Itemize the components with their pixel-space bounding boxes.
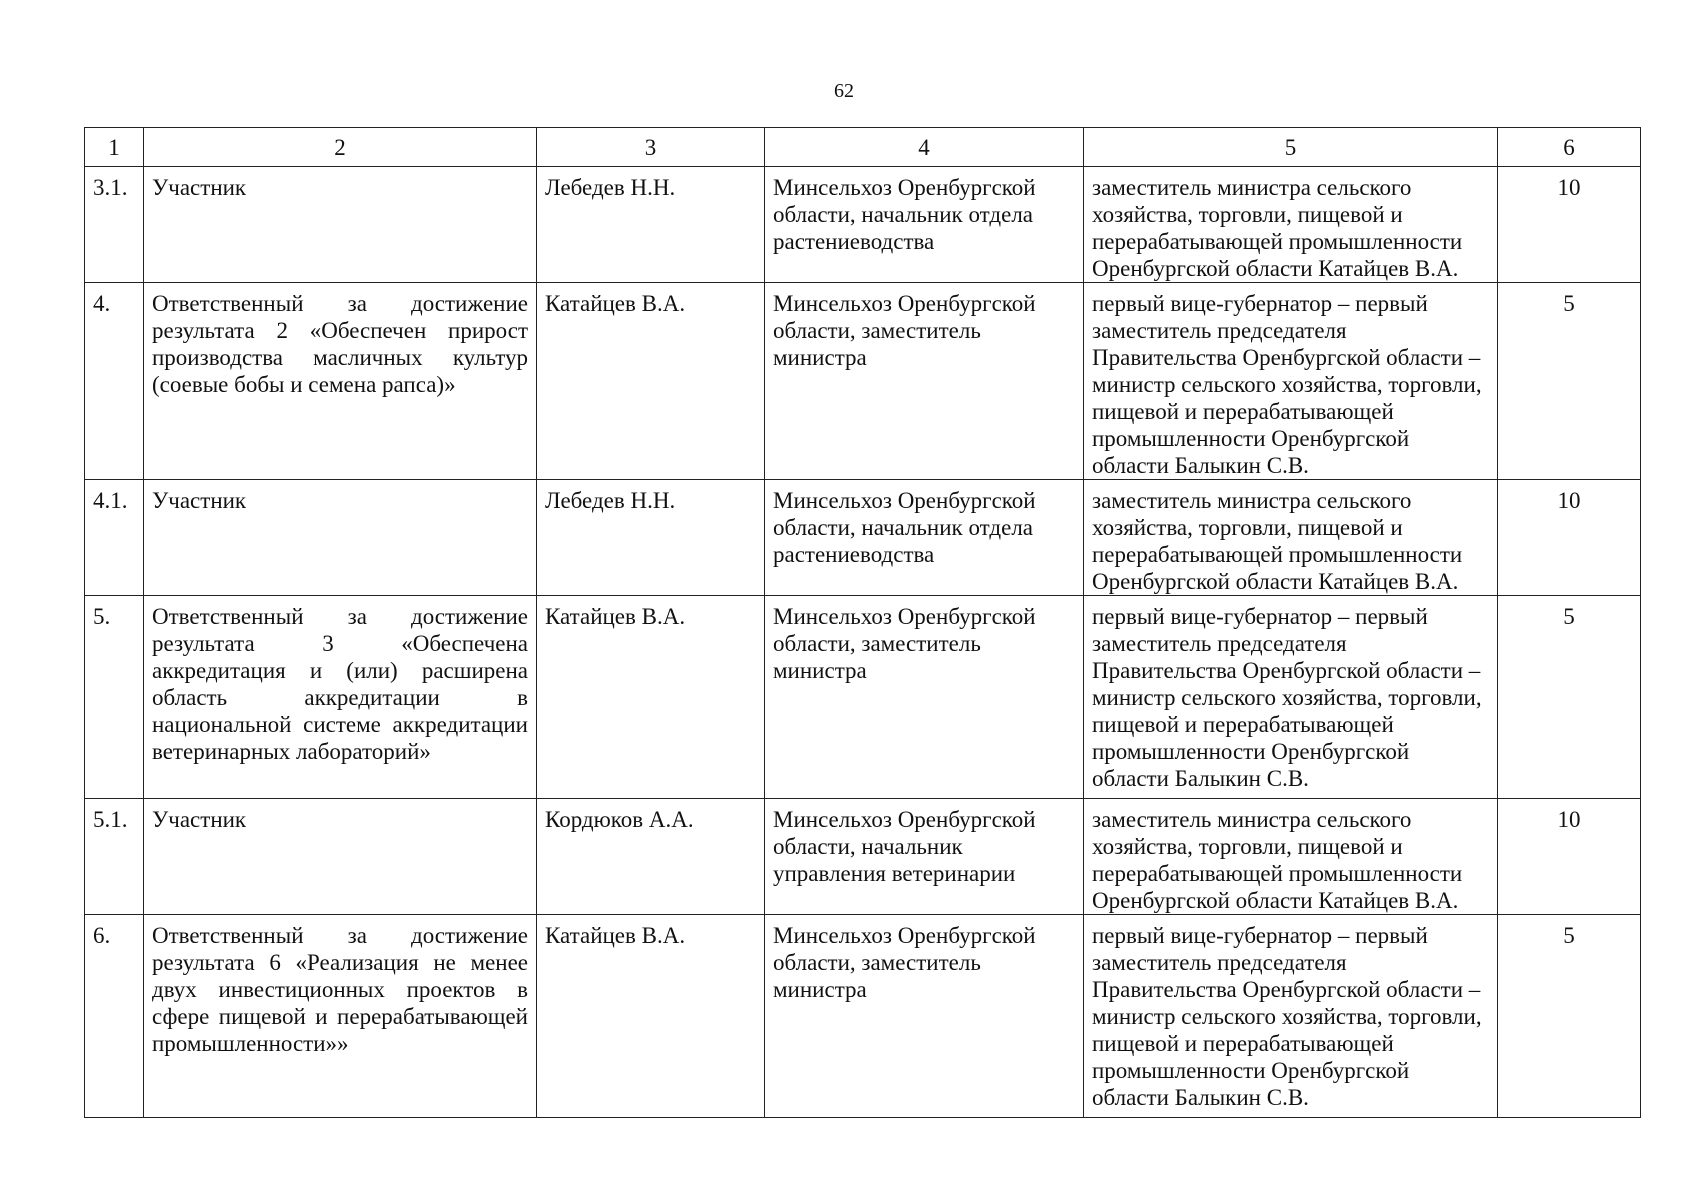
table-row xyxy=(85,167,1641,283)
person-cell: Катайцев В.А. xyxy=(537,596,765,799)
organization-cell: Минсельхоз Оренбургской области, заместитель министра xyxy=(765,283,1084,480)
header-cell: 6 xyxy=(1498,128,1641,167)
row-number: 4.1. xyxy=(85,480,144,596)
value-cell: 5 xyxy=(1498,283,1641,480)
organization-cell: Минсельхоз Оренбургской области, начальник отдела растениеводства xyxy=(765,167,1084,283)
table-row xyxy=(85,915,1641,1118)
table-header-row xyxy=(85,128,1641,167)
organization-cell: Минсельхоз Оренбургской области, заместитель министра xyxy=(765,596,1084,799)
role-cell: Ответственный за достижение результата 3 «Обеспечена аккредитация и (или) расширена область аккредитации в национальной системе аккредитации ветеринарных лабораторий» xyxy=(144,596,537,799)
person-cell: Лебедев Н.Н. xyxy=(537,480,765,596)
supervisor-cell: первый вице-губернатор – первый заместитель председателя Правительства Оренбургской области – министр сельского хозяйства, торговли, пищевой и перерабатывающей промышленности Оренбургской области Балыкин С.В. xyxy=(1084,915,1498,1118)
supervisor-cell: заместитель министра сельского хозяйства, торговли, пищевой и перерабатывающей промышленности Оренбургской области Катайцев В.А. xyxy=(1084,167,1498,283)
header-cell: 3 xyxy=(537,128,765,167)
header-cell: 5 xyxy=(1084,128,1498,167)
organization-cell: Минсельхоз Оренбургской области, заместитель министра xyxy=(765,915,1084,1118)
role-cell: Участник xyxy=(144,167,537,283)
person-cell: Лебедев Н.Н. xyxy=(537,167,765,283)
table-row xyxy=(85,480,1641,596)
value-cell: 10 xyxy=(1498,480,1641,596)
row-number: 6. xyxy=(85,915,144,1118)
organization-cell: Минсельхоз Оренбургской области, начальник отдела растениеводства xyxy=(765,480,1084,596)
value-cell: 5 xyxy=(1498,915,1641,1118)
page-number: 62 xyxy=(834,80,854,102)
row-number: 5. xyxy=(85,596,144,799)
table-row xyxy=(85,799,1641,915)
table-row xyxy=(85,596,1641,799)
row-number: 5.1. xyxy=(85,799,144,915)
row-number: 4. xyxy=(85,283,144,480)
role-cell: Участник xyxy=(144,799,537,915)
value-cell: 10 xyxy=(1498,799,1641,915)
header-cell: 1 xyxy=(85,128,144,167)
row-number: 3.1. xyxy=(85,167,144,283)
organization-cell: Минсельхоз Оренбургской области, начальник управления ветеринарии xyxy=(765,799,1084,915)
value-cell: 5 xyxy=(1498,596,1641,799)
role-cell: Ответственный за достижение результата 6 «Реализация не менее двух инвестиционных проектов в сфере пищевой и перерабатывающей промышленности»» xyxy=(144,915,537,1118)
supervisor-cell: первый вице-губернатор – первый заместитель председателя Правительства Оренбургской области – министр сельского хозяйства, торговли, пищевой и перерабатывающей промышленности Оренбургской области Балыкин С.В. xyxy=(1084,596,1498,799)
supervisor-cell: первый вице-губернатор – первый заместитель председателя Правительства Оренбургской области – министр сельского хозяйства, торговли, пищевой и перерабатывающей промышленности Оренбургской области Балыкин С.В. xyxy=(1084,283,1498,480)
header-cell: 4 xyxy=(765,128,1084,167)
role-cell: Ответственный за достижение результата 2 «Обеспечен прирост производства масличных культур (соевые бобы и семена рапса)» xyxy=(144,283,537,480)
value-cell: 10 xyxy=(1498,167,1641,283)
supervisor-cell: заместитель министра сельского хозяйства, торговли, пищевой и перерабатывающей промышленности Оренбургской области Катайцев В.А. xyxy=(1084,480,1498,596)
person-cell: Кордюков А.А. xyxy=(537,799,765,915)
header-cell: 2 xyxy=(144,128,537,167)
supervisor-cell: заместитель министра сельского хозяйства, торговли, пищевой и перерабатывающей промышленности Оренбургской области Катайцев В.А. xyxy=(1084,799,1498,915)
person-cell: Катайцев В.А. xyxy=(537,283,765,480)
person-cell: Катайцев В.А. xyxy=(537,915,765,1118)
role-cell: Участник xyxy=(144,480,537,596)
table-row xyxy=(85,283,1641,480)
responsibility-table xyxy=(84,127,1641,1118)
